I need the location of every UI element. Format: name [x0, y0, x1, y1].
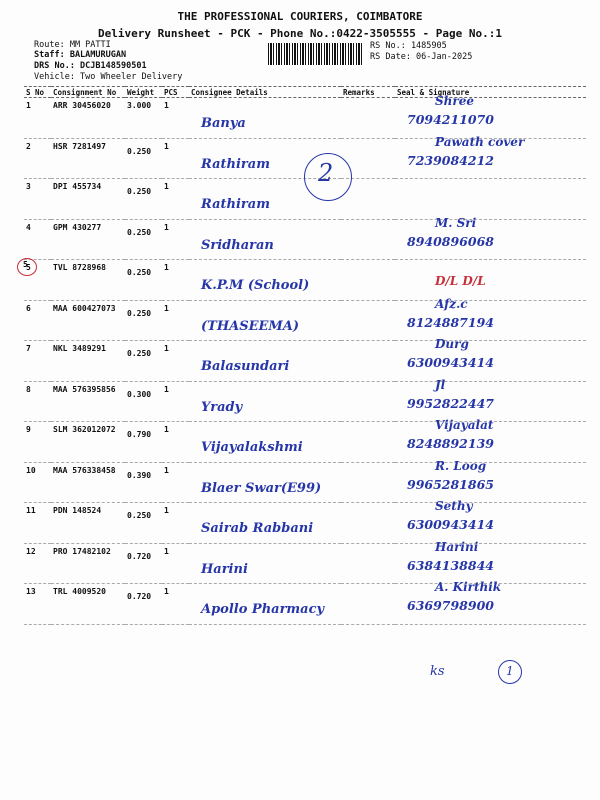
consignee-handwriting: (THASEEMA) — [201, 318, 300, 334]
consignee-handwriting: Apollo Pharmacy — [201, 602, 325, 617]
consignee-handwriting: Banya — [201, 116, 246, 131]
row-sno: 9 — [24, 422, 51, 463]
row-remarks — [341, 300, 395, 341]
row-weight: 0.250 — [125, 300, 162, 341]
col-pcs: PCS — [162, 87, 189, 98]
row-signature — [395, 337, 586, 382]
row-weight: 0.250 — [125, 179, 162, 220]
table-row — [24, 381, 586, 422]
row-consignment-no: HSR 7281497 — [51, 138, 125, 179]
signature-handwriting: R. Loog — [435, 458, 487, 473]
row-remarks — [341, 381, 395, 422]
row-consignment-no: MAA 600427073 — [51, 300, 125, 341]
vehicle-label: Vehicle: Two Wheeler Delivery — [34, 72, 183, 82]
row-pcs: 1 — [162, 381, 189, 422]
phone-handwriting: 7239084212 — [407, 152, 494, 168]
row-weight: 0.790 — [125, 422, 162, 463]
table-row — [24, 260, 586, 301]
row-pcs: 1 — [162, 138, 189, 179]
row-remarks — [341, 260, 395, 301]
row-weight: 0.250 — [125, 260, 162, 301]
table-row — [24, 462, 586, 503]
row-sno: 3 — [24, 179, 51, 220]
row-weight: 0.300 — [125, 381, 162, 422]
row-signature — [395, 296, 586, 341]
footer-initials: ks — [430, 664, 445, 679]
phone-handwriting: 9952822447 — [407, 395, 494, 411]
row-signature — [395, 179, 586, 220]
phone-handwriting: 6300943414 — [407, 355, 494, 370]
row-signature — [395, 499, 586, 544]
rs-date: RS Date: 06-Jan-2025 — [370, 52, 473, 62]
signature-handwriting: Jl — [435, 377, 446, 392]
row-signature — [395, 539, 586, 584]
row-weight: 0.390 — [125, 462, 162, 503]
row-weight: 0.250 — [125, 503, 162, 544]
row-consignee — [189, 260, 341, 301]
row-consignee — [189, 98, 341, 139]
row-consignee — [189, 300, 341, 341]
row-pcs: 1 — [162, 422, 189, 463]
signature-handwriting: D/L D/L — [435, 274, 486, 288]
row-signature — [395, 215, 586, 260]
consignee-handwriting: Balasundari — [201, 359, 290, 374]
consignee-handwriting: Sairab Rabbani — [201, 521, 314, 536]
barcode — [268, 43, 363, 65]
row-pcs: 1 — [162, 543, 189, 584]
row-sno: 1 — [24, 98, 51, 139]
phone-handwriting: 6300943414 — [407, 517, 494, 532]
consignee-handwriting: Blaer Swar(E99) — [201, 480, 322, 496]
phone-handwriting: 8124887194 — [407, 314, 494, 330]
row-consignment-no: PRO 17482102 — [51, 543, 125, 584]
row-consignee — [189, 584, 341, 625]
row-pcs: 1 — [162, 584, 189, 625]
row-sno: 7 — [24, 341, 51, 382]
signature-handwriting: Durg — [435, 337, 469, 351]
row-remarks — [341, 584, 395, 625]
staff-label: Staff: BALAMURUGAN — [34, 50, 127, 60]
document-title: THE PROFESSIONAL COURIERS, COIMBATORE — [177, 10, 423, 23]
row-consignee — [189, 341, 341, 382]
circle-mark-row2: 2 — [304, 153, 352, 201]
row-sno: 12 — [24, 543, 51, 584]
phone-handwriting: 8940896068 — [407, 233, 494, 249]
row-weight: 0.720 — [125, 543, 162, 584]
row-remarks — [341, 543, 395, 584]
row-consignee — [189, 381, 341, 422]
row-consignment-no: MAA 576395856 — [51, 381, 125, 422]
row-signature — [395, 260, 586, 301]
row-consignee — [189, 462, 341, 503]
col-signature: Seal & Signature — [395, 87, 586, 98]
row-sno: 5 — [24, 260, 51, 301]
row-remarks — [341, 462, 395, 503]
phone-handwriting: 6369798900 — [407, 598, 494, 613]
row-sno: 2 — [24, 138, 51, 179]
row-sno: 10 — [24, 462, 51, 503]
row-weight: 0.250 — [125, 219, 162, 260]
phone-handwriting: 7094211070 — [407, 112, 494, 127]
signature-handwriting: Shree — [435, 94, 474, 108]
consignee-handwriting: Harini — [201, 561, 248, 577]
table-row — [24, 503, 586, 544]
consignee-handwriting: Sridharan — [201, 237, 274, 253]
row-pcs: 1 — [162, 179, 189, 220]
row-sno: 4 — [24, 219, 51, 260]
row-sno: 6 — [24, 300, 51, 341]
row-weight: 0.250 — [125, 341, 162, 382]
row-signature — [395, 418, 586, 463]
row-consignee — [189, 422, 341, 463]
row-pcs: 1 — [162, 503, 189, 544]
table-header — [24, 87, 586, 98]
consignee-handwriting: Rathiram — [201, 197, 270, 212]
row-pcs: 1 — [162, 260, 189, 301]
row-pcs: 1 — [162, 219, 189, 260]
row-signature — [395, 94, 586, 139]
row-consignment-no: SLM 362012072 — [51, 422, 125, 463]
drs-label: DRS No.: DCJB148590501 — [34, 61, 147, 71]
row-remarks — [341, 422, 395, 463]
table-row — [24, 543, 586, 584]
row-pcs: 1 — [162, 462, 189, 503]
col-consignee: Consignee Details — [189, 87, 341, 98]
row-remarks — [341, 98, 395, 139]
row-consignee — [189, 503, 341, 544]
row-consignment-no: TVL 8728968 — [51, 260, 125, 301]
row-sno: 11 — [24, 503, 51, 544]
row-consignment-no: MAA 576338458 — [51, 462, 125, 503]
row-consignment-no: DPI 455734 — [51, 179, 125, 220]
row-consignment-no: GPM 430277 — [51, 219, 125, 260]
row-remarks — [341, 503, 395, 544]
row-signature — [395, 134, 586, 179]
footer-circle-mark: 1 — [498, 660, 522, 684]
rs-number: RS No.: 1485905 — [370, 41, 447, 51]
row-remarks — [341, 219, 395, 260]
row-sno: 13 — [24, 584, 51, 625]
row-signature — [395, 377, 586, 422]
table-row — [24, 422, 586, 463]
row-weight: 3.000 — [125, 98, 162, 139]
consignee-handwriting: Yrady — [201, 399, 243, 415]
table-row — [24, 98, 586, 139]
document-subtitle: Delivery Runsheet - PCK - Phone No.:0422-3505555 - Page No.:1 — [98, 27, 502, 40]
col-sno: S No — [24, 87, 51, 98]
consignee-handwriting: Vijayalakshmi — [201, 440, 303, 455]
table-row — [24, 584, 586, 625]
row-remarks — [341, 341, 395, 382]
consignee-handwriting: Rathiram — [201, 156, 270, 172]
row-pcs: 1 — [162, 300, 189, 341]
row-consignment-no: TRL 4009520 — [51, 584, 125, 625]
row-pcs: 1 — [162, 98, 189, 139]
col-weight: Weight — [125, 87, 162, 98]
row-sno: 8 — [24, 381, 51, 422]
row-weight: 0.720 — [125, 584, 162, 625]
col-consignment: Consignment No — [51, 87, 125, 98]
row-pcs: 1 — [162, 341, 189, 382]
consignee-handwriting: K.P.M (School) — [201, 278, 310, 293]
phone-handwriting: 9965281865 — [407, 476, 494, 492]
row-consignment-no: PDN 148524 — [51, 503, 125, 544]
col-remarks: Remarks — [341, 87, 395, 98]
signature-handwriting: M. Sri — [435, 215, 477, 230]
row-signature — [395, 458, 586, 503]
signature-handwriting: Afz.c — [435, 296, 468, 311]
row-weight: 0.250 — [125, 138, 162, 179]
phone-handwriting: 6384138844 — [407, 557, 494, 573]
signature-handwriting: Pawath cover — [435, 134, 525, 149]
row-consignment-no: ARR 30456020 — [51, 98, 125, 139]
row-signature — [395, 580, 586, 625]
table-row — [24, 219, 586, 260]
signature-handwriting: Vijayalat — [435, 418, 494, 432]
table-row — [24, 341, 586, 382]
row-consignment-no: NKL 3489291 — [51, 341, 125, 382]
signature-handwriting: A. Kirthik — [435, 580, 502, 594]
signature-handwriting: Harini — [435, 539, 479, 554]
table-row — [24, 300, 586, 341]
route-label: Route: MM PATTI — [34, 40, 111, 50]
signature-handwriting: Sethy — [435, 499, 473, 513]
row-consignee — [189, 219, 341, 260]
phone-handwriting: 8248892139 — [407, 436, 494, 451]
circle-mark-row5: 5 — [17, 258, 37, 276]
row-consignee — [189, 543, 341, 584]
